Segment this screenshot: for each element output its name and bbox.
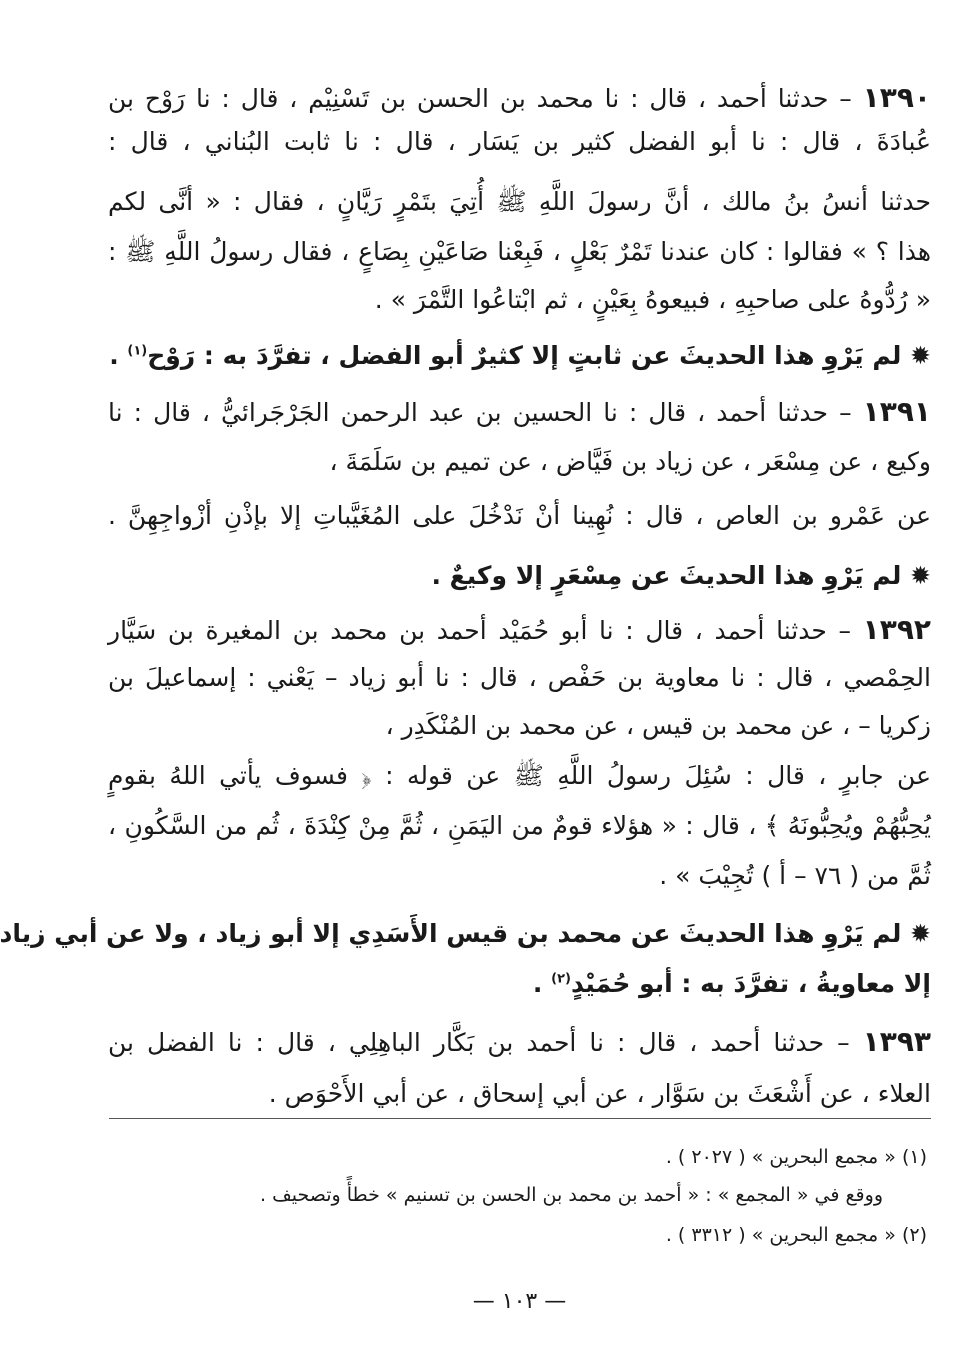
footnote-1-extra: ووقع في « المجمع » : « أحمد بن محمد بن الحسن بن تسنيم » خطأً وتصحيف . — [260, 1184, 883, 1206]
footnote-ref: (١) — [127, 343, 148, 359]
hadith-number: ١٣٩٠ — [862, 81, 931, 114]
hadith-1392-note-line-2: إلا معاويةُ ، تفرَّدَ به : أبو حُمَيْدٍ$^{(٢)}$ . — [532, 969, 931, 998]
hadith-1391-note: ✹ لم يَرْوِ هذا الحديثَ عن مِسْعَرٍ إلا وكيعٌ . — [431, 561, 931, 590]
hadith-1390-line-4: هذا ؟ » فقالوا : كان عندنا تَمْرٌ بَعْلٍ ، فَبِعْنا صَاعَيْنِ بِصَاعٍ ، فقال رسولُ اللَّهِ ﷺ : — [108, 237, 931, 266]
hadith-number: ١٣٩٢ — [862, 613, 931, 646]
page-number: — ١٠٣ — — [472, 1289, 567, 1314]
hadith-1391-line-3: عن عَمْرو بن العاص ، قال : نُهِينا أنْ نَدْخُلَ على المُغَيَّباتِ إلا بإذْنِ أزْواجِهِنَّ . — [108, 501, 931, 530]
hadith-number: ١٣٩٣ — [862, 1025, 932, 1058]
hadith-1392-line-1 — [108, 610, 931, 651]
footnote-2: (٢) « مجمع البحرين » ( ٣٣١٢ ) . — [665, 1224, 927, 1246]
hadith-1392-note-line-1: ✹ لم يَرْوِ هذا الحديثَ عن محمد بن قيس الأَسَدِي إلا أبو زياد ، ولا عن أبي زياد — [0, 919, 931, 948]
footnote-1: (١) « مجمع البحرين » ( ٢٠٢٧ ) . — [665, 1146, 927, 1168]
footnote-ref: (٢) — [551, 971, 571, 987]
note-text: ✹ لم يَرْوِ هذا الحديثَ عن ثابتٍ إلا كثيرٌ أبو الفضل ، تفرَّدَ به : رَوْح — [147, 341, 931, 370]
hadith-text: – حدثنا أحمد ، قال : نا أبو حُمَيْد أحمد بن محمد بن المغيرة بن سَيَّار — [108, 616, 851, 645]
hadith-1392-line-2: الحِمْصي ، قال : نا معاوية بن حَفْص ، قال : نا أبو زياد – يَعْني : إسماعيلَ بن — [108, 663, 931, 692]
hadith-text: – حدثنا أحمد ، قال : نا محمد بن الحسن بن تَسْنِيْم ، قال : نا رَوْح بن — [108, 84, 852, 113]
hadith-1392-line-4: عن جابرٍ ، قال : سُئِلَ رسولُ اللَّهِ ﷺ عن قوله : ﴿ فسوف يأتي اللهُ بقومٍ — [108, 761, 931, 790]
footnote-divider — [109, 1118, 931, 1119]
hadith-1392-line-3: زكريا – ، عن محمد بن قيس ، عن محمد بن المُنْكَدِر ، — [385, 711, 931, 740]
hadith-1393-line-2: العلاء ، عن أَشْعَثَ بن سَوَّار ، عن أبي إسحاق ، عن أبي الأَحْوَص . — [268, 1079, 931, 1108]
hadith-1391-line-1 — [108, 392, 931, 433]
hadith-1390-line-1 — [108, 78, 931, 119]
hadith-number: ١٣٩١ — [862, 395, 931, 428]
hadith-1390-line-5: « رُدُّوهُ على صاحبِهِ ، فبيعوهُ بِعَيْنٍ ، ثم ابْتاعُوا التَّمْرَ » . — [374, 285, 931, 314]
hadith-1390-note: ✹ لم يَرْوِ هذا الحديثَ عن ثابتٍ إلا كثيرٌ أبو الفضل ، تفرَّدَ به : رَوْح$^{(١)}$ . — [109, 341, 931, 370]
hadith-text: – حدثنا أحمد ، قال : نا أحمد بن بَكَّار الباهِلِي ، قال : نا الفضل بن — [108, 1028, 850, 1057]
hadith-1390-line-3: حدثنا أنسُ بنُ مالك ، أنَّ رسولَ اللَّهِ ﷺ أُتِيَ بتَمْرٍ رَيَّانٍ ، فقال : « أنَّى لكم — [108, 187, 931, 216]
hadith-1390-line-2: عُبادَةَ ، قال : نا أبو الفضل كثير بن يَسَار ، قال : نا ثابت البُناني ، قال : — [108, 127, 931, 156]
hadith-1391-line-2: وكيع ، عن مِسْعَر ، عن زياد بن فَيَّاض ، عن تميم بن سَلَمَةَ ، — [329, 447, 931, 476]
note-text: إلا معاويةُ ، تفرَّدَ به : أبو حُمَيْدٍ — [570, 969, 931, 998]
hadith-1392-line-6: ثُمَّ من ( ٧٦ – أ ) تُجِيْبَ » . — [659, 861, 931, 890]
hadith-1393-line-1 — [108, 1022, 931, 1063]
hadith-text: – حدثنا أحمد ، قال : نا الحسين بن عبد الرحمن الجَرْجَرائيُّ ، قال : نا — [108, 398, 852, 427]
hadith-1392-line-5: يُحِبُّهُمْ ويُحِبُّونَهُ ﴾ ، قال : « هؤلاء قومٌ من اليَمَنِ ، ثُمَّ مِنْ كِنْدَةَ ، ثُم من السَّكُونِ ، — [108, 811, 931, 840]
